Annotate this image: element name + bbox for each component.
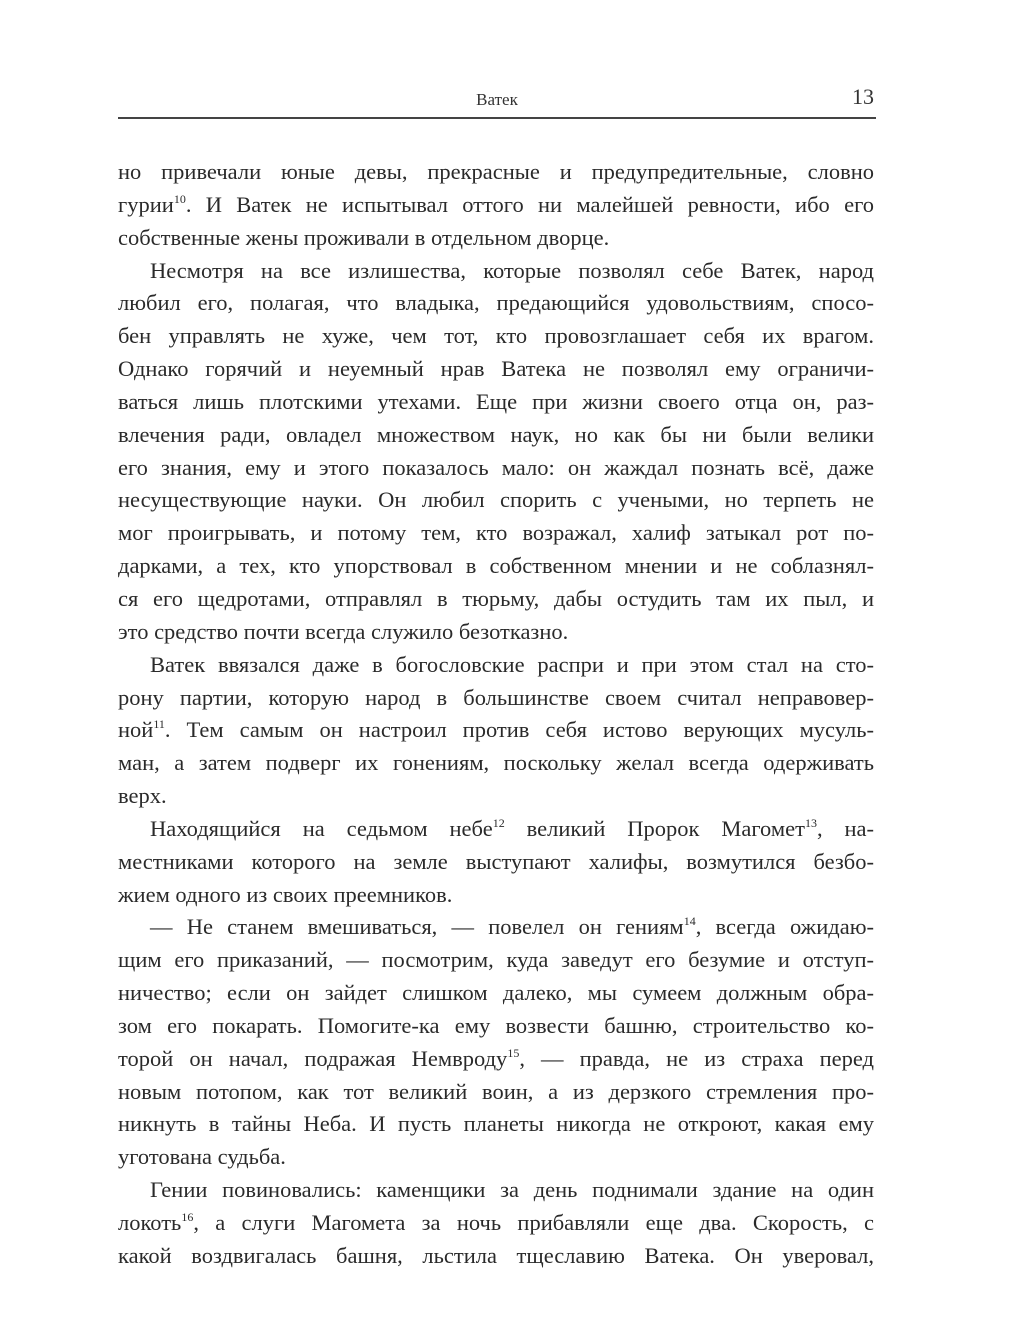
- text-line: [118, 386, 874, 419]
- text-line: [118, 189, 874, 222]
- footnote-ref: 11: [153, 717, 165, 732]
- text-line: [118, 1174, 874, 1207]
- text-line: [118, 320, 874, 353]
- text-run: ваться лишь плотскими утехами. Еще при жизни своего отца он, раз-: [118, 388, 874, 414]
- text-run: зом его покарать. Помогите-ка ему возвести башню, строительство ко-: [118, 1012, 874, 1038]
- text-line: [118, 1010, 874, 1043]
- text-line: [118, 682, 874, 715]
- page-header: [118, 84, 876, 116]
- text-run: но привечали юные девы, прекрасные и предупредительные, словно: [118, 159, 874, 184]
- text-run: Однако горячий и неуемный нрав Ватека не позволял ему ограничи-: [118, 356, 874, 382]
- text-line: [118, 977, 874, 1010]
- text-run: это средство почти всегда служило безотказно.: [118, 618, 569, 644]
- text-run: местниками которого на земле выступают халифы, возмутился безбо-: [118, 848, 874, 874]
- text-run: уготована судьба.: [118, 1144, 286, 1170]
- text-line: [118, 517, 874, 550]
- text-run: жием одного из своих преемников.: [118, 881, 453, 907]
- text-line: [118, 353, 874, 386]
- text-run: . И Ватек не испытывал оттого ни малейшей ревности, ибо его: [185, 191, 874, 217]
- footnote-ref: 16: [181, 1210, 194, 1224]
- text-run: новым потопом, как тот великий воин, а из дерзкого стремления про-: [118, 1078, 874, 1104]
- text-line: [118, 550, 874, 583]
- text-line: [118, 1240, 874, 1273]
- text-run: ной: [118, 717, 154, 743]
- text-run: ничество; если он зайдет слишком далеко, мы сумеем должным обра-: [118, 980, 874, 1006]
- text-line: [118, 1141, 874, 1174]
- text-run: ся его щедротами, отправлял в тюрьму, дабы остудить там их пыл, и: [118, 585, 874, 611]
- text-run: дарками, а тех, кто упорствовал в собственном мнении и не соблазнял-: [118, 553, 874, 579]
- text-line: [118, 813, 874, 846]
- text-run: несуществующие науки. Он любил спорить с учеными, но терпеть не: [118, 487, 874, 513]
- footnote-ref: 12: [492, 815, 505, 830]
- text-line: [118, 452, 874, 485]
- text-run: ман, а затем подверг их гонениям, поскольку желал всегда одерживать: [118, 750, 874, 776]
- text-run: — Не станем вмешиваться, — повелел он гениям: [150, 914, 684, 940]
- running-title: Ватек: [476, 90, 518, 109]
- text-line: [118, 846, 874, 879]
- text-run: бен управлять не хуже, чем тот, кто провозглашает себя их врагом.: [118, 323, 874, 349]
- text-line: [118, 583, 874, 616]
- text-run: какой воздвигалась башня, льстила тщеславию Ватека. Он уверовал,: [118, 1242, 874, 1268]
- body-text: [118, 156, 874, 1273]
- text-run: Несмотря на все излишества, которые позволял себе Ватек, народ: [150, 257, 874, 283]
- text-run: гурии: [118, 191, 174, 217]
- text-run: локоть: [118, 1210, 182, 1235]
- text-line: [118, 222, 874, 255]
- page-number: 13: [852, 84, 874, 109]
- text-line: [118, 747, 874, 780]
- text-run: , на-: [816, 815, 875, 841]
- text-line: [118, 1207, 874, 1240]
- text-line: [118, 780, 874, 813]
- text-run: влечения ради, овладел множеством наук, но как бы ни были велики: [118, 421, 874, 447]
- text-line: [118, 255, 874, 288]
- text-run: рону партии, которую народ в большинстве своем считал неправовер-: [118, 684, 874, 710]
- text-run: любил его, полагая, что владыка, предающийся удовольствиям, спосо-: [118, 290, 874, 316]
- text-run: никнуть в тайны Неба. И пусть планеты никогда не откроют, какая ему: [118, 1111, 874, 1137]
- text-run: , — правда, не из страха перед: [519, 1045, 874, 1071]
- text-run: торой он начал, подражая Немвроду: [118, 1045, 508, 1071]
- text-run: Ватек ввязался даже в богословские распри и при этом стал на сто-: [150, 651, 874, 677]
- header-rule: [118, 117, 876, 119]
- text-run: мог проигрывать, и потому тем, кто возражал, халиф затыкал рот по-: [118, 520, 874, 546]
- text-line: [118, 287, 874, 320]
- footnote-ref: 14: [683, 914, 696, 929]
- text-run: Гении повиновались: каменщики за день поднимали здание на один: [150, 1177, 874, 1203]
- footnote-ref: 13: [804, 815, 817, 830]
- text-line: [118, 484, 874, 517]
- text-line: [118, 156, 874, 189]
- text-line: [118, 911, 874, 944]
- text-run: , всегда ожидаю-: [695, 914, 875, 940]
- text-run: , а слуги Магомета за ночь прибавляли еще два. Скорость, с: [193, 1210, 874, 1235]
- text-line: [118, 879, 874, 912]
- footnote-ref: 10: [173, 191, 186, 206]
- text-line: [118, 649, 874, 682]
- text-run: великий Пророк Магомет: [504, 815, 805, 841]
- text-run: собственные жены проживали в отдельном дворце.: [118, 224, 610, 250]
- text-run: его знания, ему и этого показалось мало: он жаждал познать всё, даже: [118, 454, 874, 480]
- text-run: щим его приказаний, — посмотрим, куда заведут его безумие и отступ-: [118, 947, 874, 973]
- text-run: . Тем самым он настроил против себя истово верующих мусуль-: [164, 717, 874, 743]
- text-line: [118, 1108, 874, 1141]
- footnote-ref: 15: [507, 1045, 520, 1060]
- text-line: [118, 944, 874, 977]
- text-line: [118, 1076, 874, 1109]
- text-run: Находящийся на седьмом небе: [150, 815, 493, 841]
- text-line: [118, 1043, 874, 1076]
- text-line: [118, 714, 874, 747]
- text-line: [118, 419, 874, 452]
- text-line: [118, 616, 874, 649]
- text-run: верх.: [118, 783, 167, 809]
